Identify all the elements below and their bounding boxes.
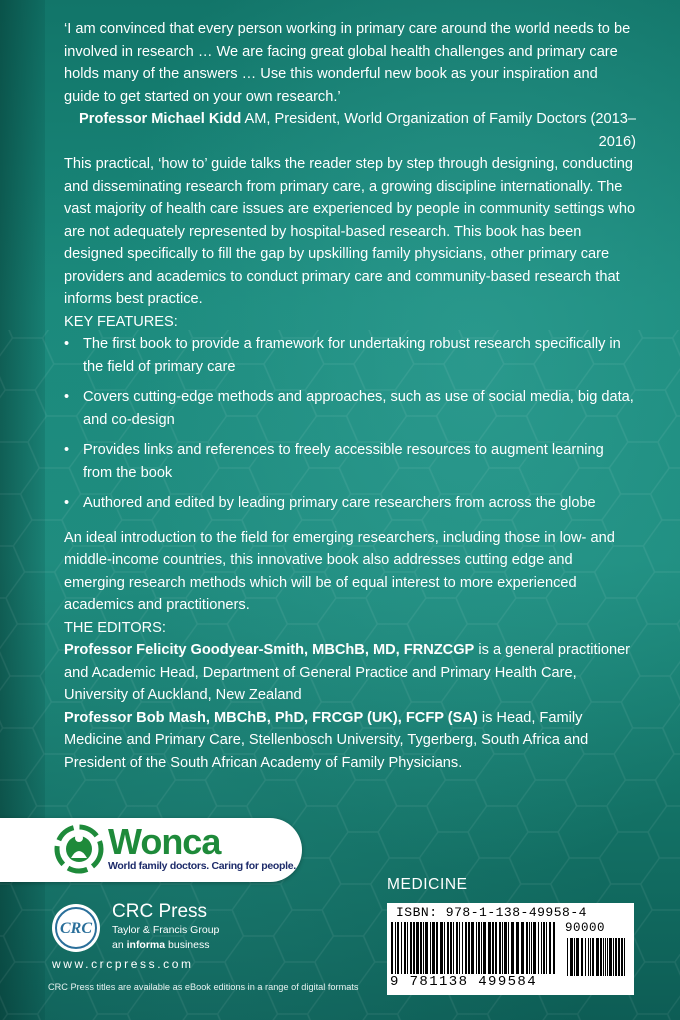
barcode-bar [456,922,458,974]
barcode-bar [541,922,542,974]
barcode-number: 9 781138 499584 [390,974,538,990]
endorsement-attribution [64,108,636,153]
publisher-parent-suffix: business [165,939,210,951]
barcode-bar [508,922,509,974]
list-item: • Provides links and references to freely accessible resources to augment learning from the book [64,439,636,484]
barcode-bar [570,938,573,976]
barcode-bar [609,938,612,976]
isbn-barcode [387,903,634,995]
barcode-bar [391,922,393,974]
barcode-bar [618,938,620,976]
back-cover-text [64,18,636,774]
barcode-bar [471,922,474,974]
barcode-bar [607,938,608,976]
barcode-bar [468,922,470,974]
price-addon: 90000 [565,921,606,935]
barcode-bar [529,922,530,974]
barcode-bar [410,922,412,974]
barcode-bar [423,922,424,974]
barcode-bar [404,922,406,974]
barcode-bar [549,922,551,974]
wonca-tagline: World family doctors. Caring for people. [108,860,296,872]
barcode-bar [478,922,480,974]
barcode-bar [624,938,625,976]
editor-entry [64,639,636,707]
barcode-bar [531,922,532,974]
publisher-group: Taylor & Francis Group [112,924,220,936]
barcode-bar [596,938,599,976]
barcode-bar [615,938,617,976]
barcode-bar [436,922,438,974]
barcode-bar [613,938,614,976]
barcode-bar [603,938,604,976]
barcode-bar [453,922,454,974]
barcode-bar [401,922,402,974]
editor-name: Professor Bob Mash, MBChB, PhD, FRCGP (UK), FCFP (SA) [64,709,478,726]
barcode-bar [413,922,415,974]
barcode-bar [605,938,606,976]
barcode-bar [521,922,524,974]
editor-name: Professor Felicity Goodyear-Smith, MBChB, MD, FRNZCGP [64,642,475,658]
subject-category: MEDICINE [387,876,468,893]
barcode-bar [502,922,503,974]
audience-paragraph: An ideal introduction to the field for emerging researchers, including those in low- and middle-income countries, this innovative book also addresses cutting edge and emerging research methods which will be of equal interest to more experienced academics and practitioners. [64,529,615,613]
endorser-title: AM, President, World Organization of Family Doctors (2013–2016) [241,111,636,150]
barcode-bar [495,922,497,974]
barcode-bar [581,938,583,976]
endorser-name: Professor Michael Kidd [79,111,242,127]
barcode-bar [465,922,467,974]
barcode-bar [430,922,431,974]
barcode-bar [543,922,545,974]
isbn-text: ISBN: 978-1-138-49958-4 [396,905,587,920]
wonca-globe-icon [54,824,104,874]
publisher-name: CRC Press [112,901,208,922]
barcode-bar [553,922,555,974]
barcode-bar [590,938,591,976]
barcode-bar [416,922,419,974]
publisher-parent-prefix: an [112,939,127,951]
barcode-bar [546,922,547,974]
barcode-bar [516,922,519,974]
barcode-bar [592,938,594,976]
barcode-bar [395,922,396,974]
barcode-bar [492,922,494,974]
barcode-bar [462,922,463,974]
barcode-bar [538,922,539,974]
barcode-bar [459,922,460,974]
editor-entry [64,707,636,775]
barcode-bar [511,922,514,974]
book-description: This practical, ‘how to’ guide talks the reader step by step through designing, conducting and disseminating research from primary care, a growing discipline internationally. The vast majority of health care issues are experienced by people in community settings who are not adequately represented by hospital-based research. This book has been designed specifically to fill the gap by upskilling family physicians, other primary care providers and academics to conduct primary care and community-based research that informs best practice. [64,156,636,307]
barcode-bar [588,938,589,976]
key-features-list [64,333,636,515]
barcode-bar [574,938,575,976]
list-item: • Covers cutting-edge methods and approaches, such as use of social media, big data, and co-design [64,386,636,431]
list-item: • Authored and edited by leading primary care researchers from across the globe [64,492,636,515]
barcode-bar [397,922,399,974]
ebook-note: CRC Press titles are available as eBook editions in a range of digital formats [48,982,359,992]
barcode-bar [450,922,452,974]
list-item: • The first book to provide a framework for undertaking robust research specifically in the field of primary care [64,333,636,378]
publisher-parent-name: informa [126,939,166,951]
wonca-logo-text: Wonca [108,821,221,862]
barcode-bar [585,938,586,976]
barcode-bar [499,922,501,974]
barcode-bar [526,922,528,974]
barcode-bar [447,922,449,974]
barcode-bar [440,922,443,974]
editor-bio: is a general practitioner and Academic Head, Department of General Practice and Primary Health Care, University of Auckland, New Zealand [64,642,631,703]
crc-logo-lettering: CRC [59,920,93,937]
crc-press-logo-icon [50,902,102,954]
barcode-bar [407,922,408,974]
publisher-website: www.crcpress.com [52,957,194,971]
editors-heading: THE EDITORS: [64,619,166,636]
barcode-bar [481,922,482,974]
barcode-bar [576,938,579,976]
barcode-bar [483,922,486,974]
wonca-banner [0,818,302,882]
barcode-bar [425,922,428,974]
publisher-parent [112,939,209,952]
barcode-bar [432,922,435,974]
barcode-bar [476,922,477,974]
barcode-bar [420,922,422,974]
barcode-bar [444,922,445,974]
key-features-heading: KEY FEATURES: [64,313,178,330]
barcode-bar [567,938,568,976]
barcode-bar [621,938,623,976]
barcode-bar [600,938,602,976]
editor-bio: is Head, Family Medicine and Primary Care, Stellenbosch University, Tygerberg, South Africa and President of the South African Academy of Family Physicians. [64,709,589,771]
barcode-bar [488,922,491,974]
endorsement-quote: ‘I am convinced that every person working in primary care around the world needs to be involved in research … We are facing great global health challenges and primary care holds many of the answers … Use this wonderful new book as your inspiration and guide to get started on your own research.’ [64,21,631,105]
barcode-bar [533,922,536,974]
barcode-bar [504,922,507,974]
